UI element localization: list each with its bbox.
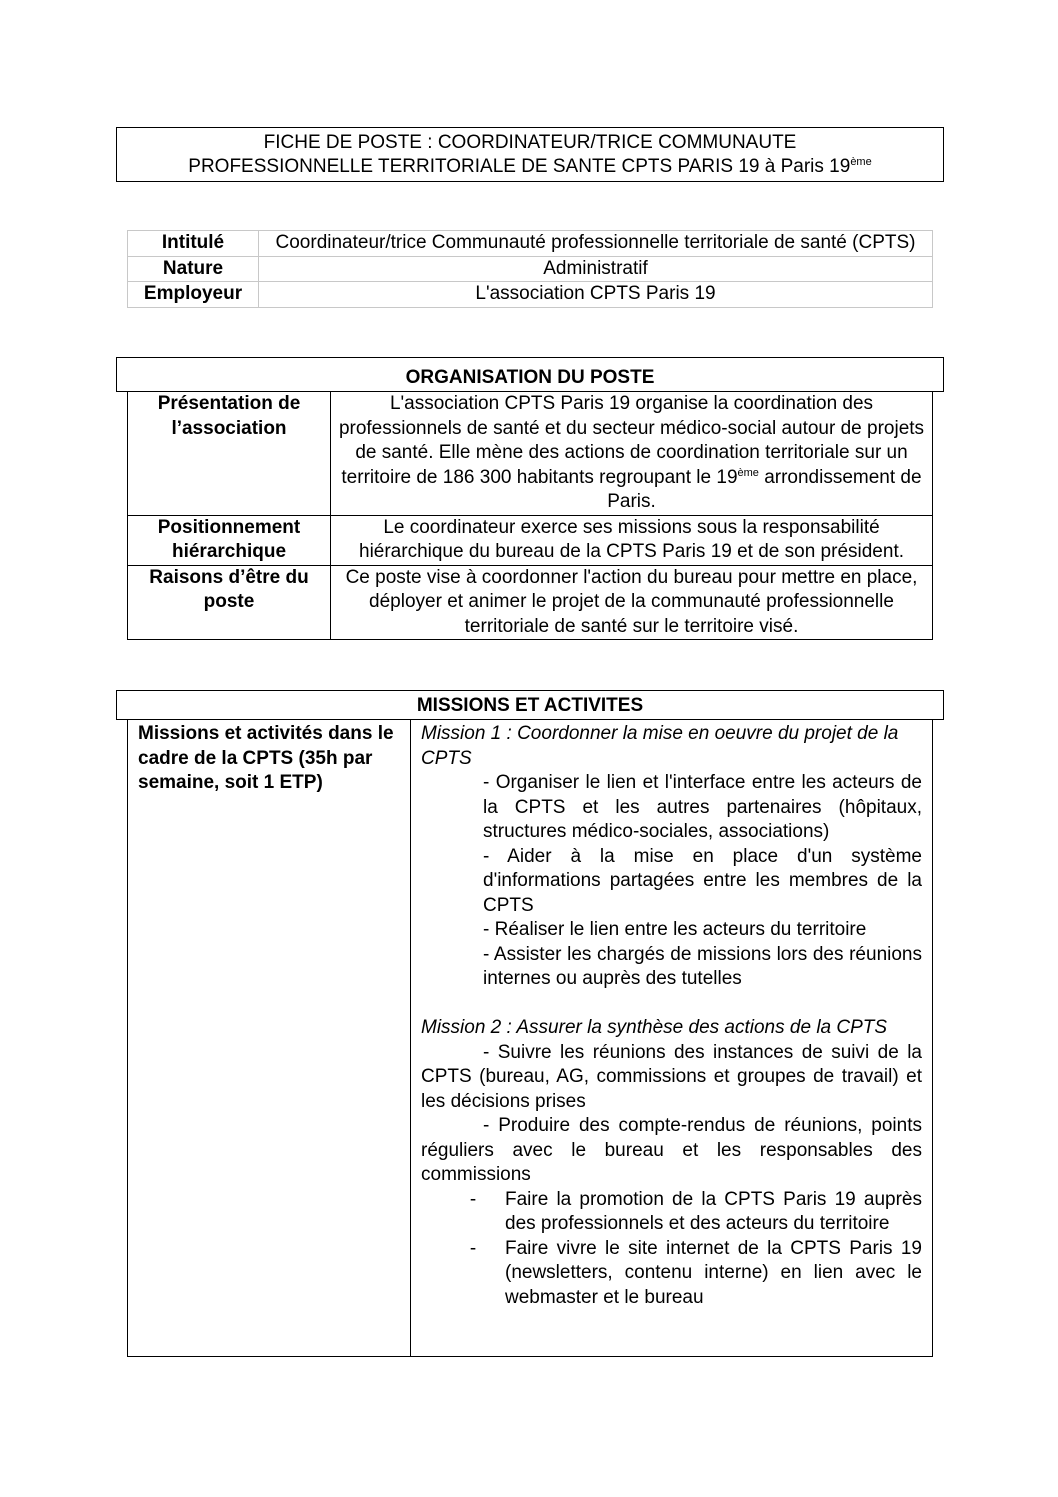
bullet-dash: - [469, 1188, 477, 1210]
spacer [421, 992, 922, 1017]
missions-header: MISSIONS ET ACTIVITES [116, 690, 944, 720]
intitule-label: Intitulé [128, 231, 259, 257]
list-item: - Produire des compte-rendus de réunions, points réguliers avec le bureau et les responsables des commissions [421, 1115, 922, 1185]
list-item: - Aider à la mise en place d'un système d'informations partagées entre les membres de la CPTS [483, 845, 922, 916]
table-row [128, 231, 933, 257]
raisons-label: Raisons d’être du poste [128, 565, 331, 640]
missions-label: Missions et activités dans le cadre de la CPTS (35h par semaine, soit 1 ETP) [128, 720, 411, 1357]
missions-table [127, 719, 933, 1357]
table-row [128, 515, 933, 565]
mission-1-title: Mission 1 : Coordonner la mise en oeuvre du projet de la CPTS [421, 723, 899, 769]
mission-2-title: Mission 2 : Assurer la synthèse des actions de la CPTS [421, 1017, 888, 1038]
table-row [128, 392, 933, 516]
nature-value: Administratif [259, 256, 933, 282]
positionnement-value: Le coordinateur exerce ses missions sous la responsabilité hiérarchique du bureau de la CPTS Paris 19 et de son président. [331, 515, 933, 565]
raisons-value: Ce poste vise à coordonner l'action du bureau pour mettre en place, déployer et animer le projet de la communauté professionnelle territoriale de santé sur le territoire visé. [331, 565, 933, 640]
table-row [128, 565, 933, 640]
table-row [128, 282, 933, 308]
list-item: - Suivre les réunions des instances de suivi de la CPTS (bureau, AG, commissions et groupes de travail) et les décisions prises [421, 1041, 922, 1112]
organisation-table [127, 391, 933, 640]
table-row [128, 256, 933, 282]
nature-label: Nature [128, 256, 259, 282]
list-item: - Assister les chargés de missions lors des réunions internes ou auprès des tutelles [483, 943, 922, 989]
list-item: - Réaliser le lien entre les acteurs du territoire [483, 919, 867, 940]
presentation-value: L'association CPTS Paris 19 organise la coordination des professionnels de santé et du secteur médico-social autour de projets de santé. Elle mène des actions de coordination territoriale sur un territoire de 186 300 habitants regroupant le 19ème arrondissement de Paris. [331, 392, 933, 516]
list-item: - Faire vivre le site internet de la CPTS Paris 19 (newsletters, contenu interne) en lien avec le webmaster et le bureau [421, 1237, 922, 1311]
bullet-dash: - [469, 1237, 477, 1259]
employeur-label: Employeur [128, 282, 259, 308]
list-item: - Faire la promotion de la CPTS Paris 19 auprès des professionnels et des acteurs du territoire [421, 1188, 922, 1237]
title-line-1: FICHE DE POSTE : COORDINATEUR/TRICE COMMUNAUTE [263, 132, 797, 153]
identity-table [127, 230, 933, 308]
missions-content [411, 720, 933, 1357]
employeur-value: L'association CPTS Paris 19 [259, 282, 933, 308]
organisation-header: ORGANISATION DU POSTE [116, 357, 944, 392]
table-row [128, 720, 933, 1357]
document-title [116, 127, 944, 182]
intitule-value: Coordinateur/trice Communauté professionnelle territoriale de santé (CPTS) [259, 231, 933, 257]
positionnement-label: Positionnement hiérarchique [128, 515, 331, 565]
title-line-2: PROFESSIONNELLE TERRITORIALE DE SANTE CPTS PARIS 19 à Paris 19ème [188, 156, 872, 177]
presentation-label: Présentation de l’association [128, 392, 331, 516]
list-item: - Organiser le lien et l'interface entre les acteurs de la CPTS et les autres partenaires (hôpitaux, structures médico-sociales, associations) [483, 772, 922, 842]
